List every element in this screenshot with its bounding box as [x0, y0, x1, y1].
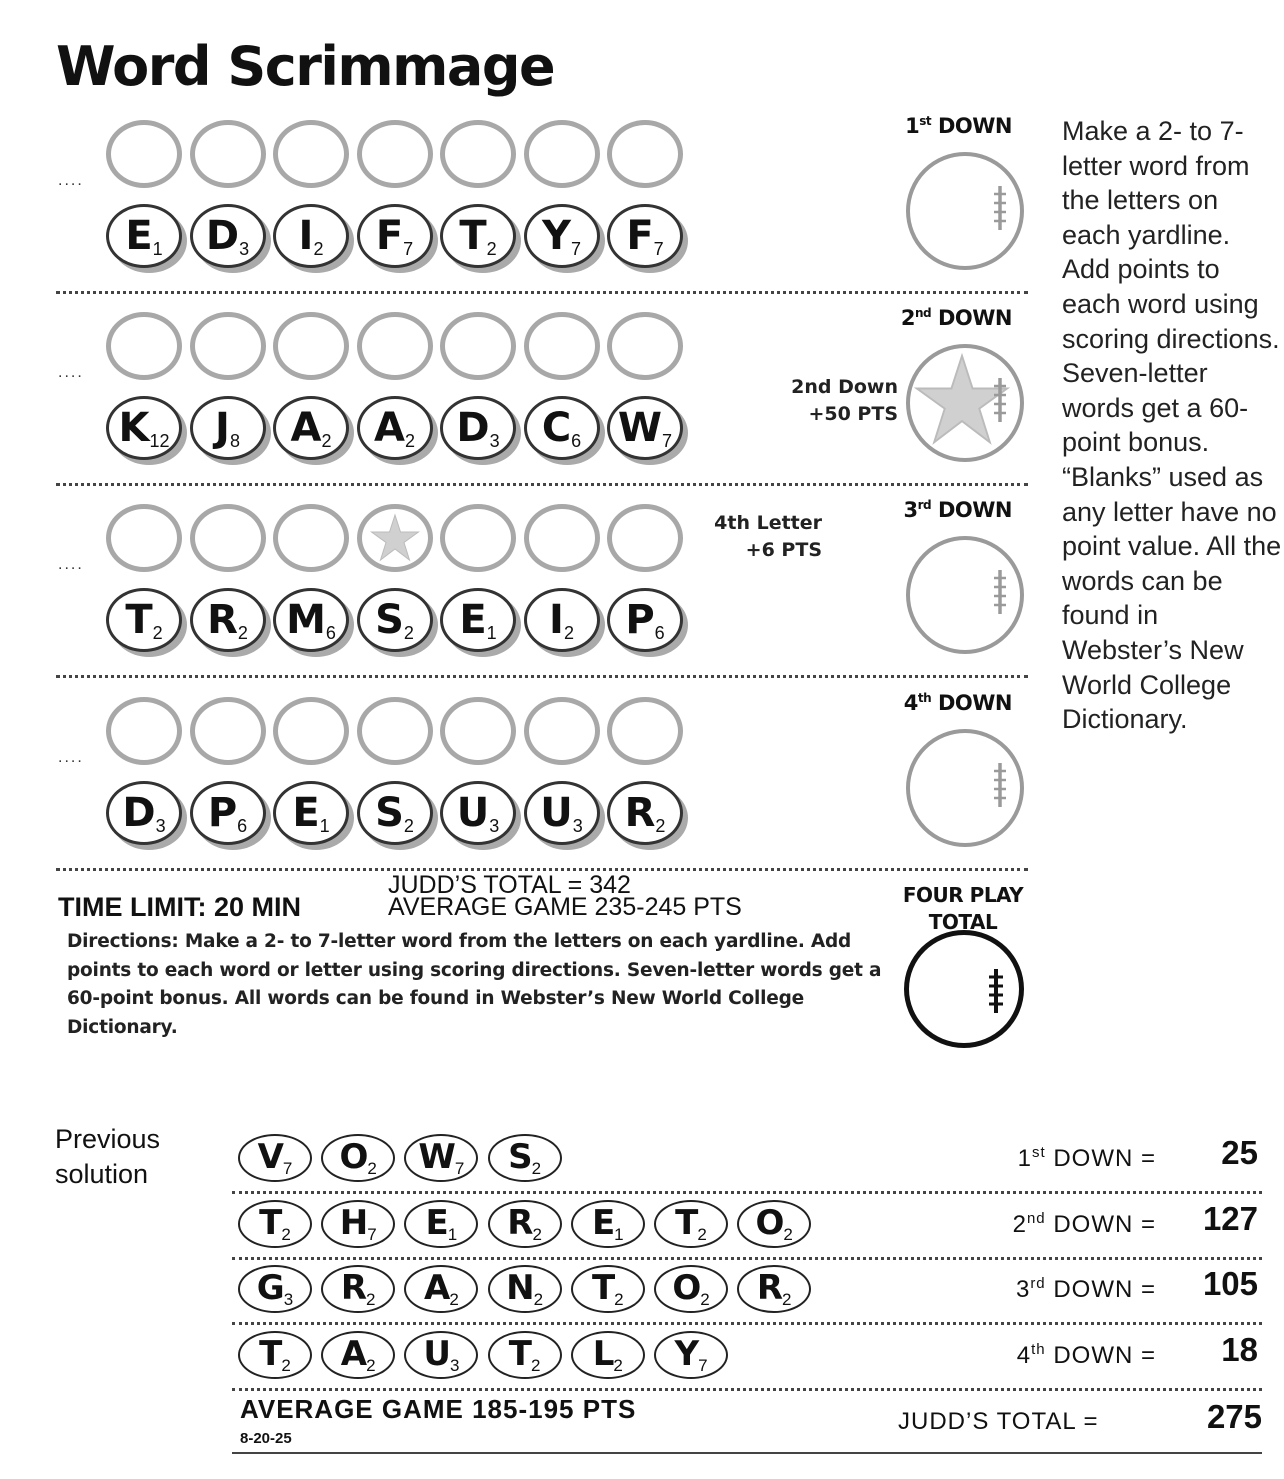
- tile-value: 1: [614, 1225, 624, 1244]
- tile-value: 2: [532, 1225, 542, 1244]
- tile-value: 6: [237, 816, 248, 836]
- solution-row-3: [232, 1259, 1262, 1325]
- solution-down-label: 2nd DOWN =: [1012, 1210, 1156, 1238]
- previous-judd-total-score: 275: [1206, 1398, 1262, 1435]
- tile-value: 2: [563, 623, 574, 643]
- solution-tile: [488, 1200, 562, 1248]
- tile-letter: I: [298, 213, 313, 259]
- down-label: 1st DOWN: [905, 114, 1012, 138]
- tile-letter: A: [340, 1334, 367, 1374]
- tile-value: 2: [449, 1290, 459, 1309]
- tile-value: 6: [325, 623, 336, 643]
- tile-value: 1: [319, 816, 330, 836]
- tile-letter: P: [207, 790, 237, 836]
- row-dots: ....: [58, 556, 84, 573]
- solution-down-label: 1st DOWN =: [1017, 1144, 1156, 1172]
- solution-tile: [571, 1200, 645, 1248]
- previous-average-game: AVERAGE GAME 185-195 PTS: [240, 1394, 637, 1424]
- letter-tile: [607, 396, 683, 460]
- four-play-line2: TOTAL: [928, 910, 998, 934]
- solution-divider: [232, 1388, 1262, 1391]
- tile-letter: Y: [674, 1334, 699, 1374]
- tile-letter: O: [339, 1137, 368, 1177]
- tile-value: 2: [697, 1225, 707, 1244]
- answer-blank[interactable]: [273, 697, 349, 765]
- letter-tile: [440, 204, 516, 268]
- page-title: Word Scrimmage: [56, 35, 555, 98]
- tile-value: 1: [447, 1225, 458, 1244]
- solution-score: 105: [1202, 1265, 1258, 1302]
- tile-value: 2: [321, 431, 332, 451]
- tile-letter: S: [508, 1137, 532, 1177]
- tile-letter: R: [507, 1203, 533, 1243]
- tile-value: 1: [486, 623, 497, 643]
- letter-tile: [607, 588, 683, 652]
- solution-down-label: 4th DOWN =: [1016, 1341, 1156, 1369]
- answer-blank[interactable]: [357, 504, 433, 572]
- letter-tile: [273, 204, 349, 268]
- tile-value: 2: [614, 1290, 624, 1309]
- letter-tile: [607, 781, 683, 845]
- four-play-line1: FOUR PLAY: [902, 883, 1024, 907]
- solution-tile: [571, 1265, 645, 1313]
- yardline-row-2: [56, 306, 1028, 486]
- bonus-line: 4th Letter: [714, 512, 822, 534]
- answer-blank[interactable]: [524, 120, 600, 188]
- bonus-note: [791, 374, 898, 428]
- tile-value: 2: [613, 1356, 623, 1375]
- tile-value: 7: [282, 1159, 293, 1178]
- answer-blank[interactable]: [440, 697, 516, 765]
- tile-letter: N: [506, 1268, 534, 1308]
- tile-value: 7: [653, 239, 664, 259]
- solution-row-4: [232, 1325, 1262, 1391]
- solution-tile: [404, 1331, 478, 1379]
- answer-blank[interactable]: [273, 504, 349, 572]
- tile-letter: E: [591, 1203, 615, 1243]
- football-lace-icon: [992, 761, 1008, 809]
- letter-tile: [106, 204, 182, 268]
- tile-value: 7: [454, 1159, 465, 1178]
- answer-blank[interactable]: [440, 312, 516, 380]
- down-score-input[interactable]: [906, 152, 1024, 270]
- side-instructions: Make a 2- to 7-letter word from the letters on each yardline. Add points to each word using scoring directions. Seven-letter words get a 60-point bonus. “Blanks” used as any letter have no point value. All the words can be found in Webster’s New World College Dictionary.: [1062, 116, 1282, 735]
- answer-blank[interactable]: [524, 504, 600, 572]
- tile-letter: T: [675, 1203, 698, 1243]
- letter-tile: [524, 588, 600, 652]
- tile-value: 2: [700, 1290, 710, 1309]
- tile-value: 2: [530, 1356, 541, 1375]
- football-lace-icon: [992, 184, 1008, 232]
- solution-tile: [404, 1134, 478, 1182]
- down-score-input[interactable]: [906, 344, 1024, 462]
- letter-tile: [273, 396, 349, 460]
- solution-row-2: [232, 1194, 1262, 1260]
- solution-tile: [654, 1265, 728, 1313]
- tile-value: 2: [403, 816, 414, 836]
- tile-value: 12: [149, 431, 170, 451]
- average-game: AVERAGE GAME 235-245 PTS: [388, 893, 742, 921]
- solution-tile: [737, 1265, 811, 1313]
- answer-blank[interactable]: [357, 312, 433, 380]
- row-dots: ....: [58, 172, 84, 189]
- tile-value: 2: [531, 1159, 542, 1178]
- solution-tile: [488, 1331, 562, 1379]
- solution-tile: [321, 1265, 395, 1313]
- tile-letter: E: [125, 213, 152, 259]
- answer-blank[interactable]: [190, 120, 266, 188]
- solution-tile: [321, 1200, 395, 1248]
- letter-tile: [440, 396, 516, 460]
- tile-value: 8: [229, 431, 240, 451]
- tile-letter: D: [122, 790, 155, 836]
- letter-tile: [190, 781, 266, 845]
- tile-letter: E: [292, 790, 319, 836]
- tile-value: 2: [655, 816, 666, 836]
- tile-value: 3: [489, 431, 500, 451]
- judd-total-block: [388, 871, 742, 921]
- letter-tile: [357, 396, 433, 460]
- bonus-star-icon: [370, 513, 420, 563]
- solution-tile: [238, 1200, 312, 1248]
- answer-blank[interactable]: [440, 504, 516, 572]
- tile-letter: L: [592, 1334, 614, 1374]
- tile-letter: U: [456, 790, 489, 836]
- time-limit: TIME LIMIT: 20 MIN: [58, 892, 301, 922]
- tile-letter: D: [456, 405, 489, 451]
- tile-value: 3: [155, 816, 166, 836]
- tile-letter: S: [375, 597, 403, 643]
- answer-blank[interactable]: [607, 312, 683, 380]
- solution-tile: [238, 1331, 312, 1379]
- tile-value: 3: [239, 239, 250, 259]
- solution-tile: [737, 1200, 811, 1248]
- solution-tile: [488, 1265, 562, 1313]
- tile-value: 2: [782, 1290, 792, 1309]
- answer-blank[interactable]: [190, 312, 266, 380]
- tile-letter: V: [257, 1137, 283, 1177]
- tile-value: 1: [152, 239, 163, 259]
- letter-tile: [524, 204, 600, 268]
- solution-tile: [488, 1134, 562, 1182]
- tile-letter: U: [540, 790, 572, 836]
- tile-letter: O: [672, 1268, 701, 1308]
- tile-letter: O: [755, 1203, 784, 1243]
- yardline-divider: [56, 675, 1028, 678]
- answer-blank[interactable]: [273, 312, 349, 380]
- down-label: 2nd DOWN: [900, 306, 1012, 330]
- previous-solution-label: [55, 1122, 160, 1192]
- answer-blank[interactable]: [357, 697, 433, 765]
- tile-value: 3: [449, 1356, 460, 1375]
- tile-letter: G: [256, 1268, 284, 1308]
- previous-judd-total-label: JUDD’S TOTAL =: [898, 1408, 1099, 1435]
- yardline-row-4: [56, 691, 1028, 871]
- letter-tile: [190, 396, 266, 460]
- tile-value: 2: [366, 1290, 376, 1309]
- letter-tile: [524, 396, 600, 460]
- previous-line2: solution: [55, 1159, 149, 1189]
- answer-blank[interactable]: [273, 120, 349, 188]
- solution-tile: [238, 1265, 312, 1313]
- solution-score: 25: [1221, 1134, 1258, 1171]
- tile-value: 3: [572, 816, 583, 836]
- yardline-row-3: [56, 498, 1028, 678]
- letter-tile: [357, 204, 433, 268]
- letter-tile: [106, 588, 182, 652]
- answer-blank[interactable]: [106, 697, 182, 765]
- tile-letter: A: [290, 405, 321, 451]
- answer-blank[interactable]: [524, 312, 600, 380]
- four-play-total-input[interactable]: [904, 930, 1024, 1048]
- previous-line1: Previous: [55, 1124, 161, 1154]
- tile-letter: I: [549, 597, 563, 643]
- letter-tile: [357, 588, 433, 652]
- tile-value: 2: [281, 1225, 291, 1244]
- solution-score: 18: [1221, 1331, 1258, 1368]
- letter-tile: [357, 781, 433, 845]
- tile-letter: R: [207, 597, 237, 643]
- tile-letter: D: [205, 213, 239, 259]
- football-lace-icon: [992, 376, 1008, 424]
- bonus-note: [714, 510, 822, 564]
- answer-blank[interactable]: [607, 120, 683, 188]
- tile-value: 7: [662, 431, 673, 451]
- answer-blank[interactable]: [524, 697, 600, 765]
- tile-letter: R: [624, 790, 655, 836]
- tile-value: 3: [489, 816, 500, 836]
- solution-down-label: 3rd DOWN =: [1015, 1275, 1156, 1303]
- solution-tile: [571, 1331, 645, 1379]
- tile-letter: J: [215, 405, 229, 451]
- letter-tile: [106, 781, 182, 845]
- letter-tile: [440, 781, 516, 845]
- tile-letter: W: [418, 1137, 455, 1177]
- letter-tile: [524, 781, 600, 845]
- letter-tile: [607, 204, 683, 268]
- solution-tile: [404, 1265, 478, 1313]
- tile-value: 6: [654, 623, 665, 643]
- answer-blank[interactable]: [357, 120, 433, 188]
- down-label: 3rd DOWN: [903, 498, 1012, 522]
- tile-letter: T: [459, 213, 486, 259]
- tile-value: 6: [571, 431, 582, 451]
- tile-value: 2: [367, 1159, 377, 1178]
- answer-blank[interactable]: [106, 120, 182, 188]
- tile-value: 3: [283, 1290, 294, 1309]
- solution-tile: [321, 1134, 395, 1182]
- tile-value: 2: [152, 623, 163, 643]
- tile-letter: T: [125, 597, 152, 643]
- yardline-divider: [56, 291, 1028, 294]
- tile-letter: A: [423, 1268, 450, 1308]
- tile-value: 7: [367, 1225, 377, 1244]
- tile-letter: H: [339, 1203, 368, 1243]
- answer-blank[interactable]: [607, 504, 683, 572]
- answer-blank[interactable]: [440, 120, 516, 188]
- solution-tile: [654, 1331, 728, 1379]
- tile-letter: W: [617, 405, 662, 451]
- answer-blank[interactable]: [106, 312, 182, 380]
- tile-letter: S: [375, 790, 403, 836]
- tile-letter: Y: [542, 213, 570, 259]
- tile-letter: E: [425, 1203, 448, 1243]
- down-score-input[interactable]: [906, 729, 1024, 847]
- tile-letter: M: [286, 597, 325, 643]
- row-dots: ....: [58, 364, 84, 381]
- tile-letter: K: [118, 405, 149, 451]
- divider: [232, 1452, 1262, 1454]
- down-label: 4th DOWN: [903, 691, 1012, 715]
- solution-tile: [654, 1200, 728, 1248]
- letter-tile: [273, 781, 349, 845]
- tile-letter: T: [259, 1334, 282, 1374]
- letter-tile: [190, 204, 266, 268]
- letter-tile: [440, 588, 516, 652]
- answer-blank[interactable]: [190, 504, 266, 572]
- tile-letter: U: [423, 1334, 450, 1374]
- down-score-input[interactable]: [906, 536, 1024, 654]
- answer-blank[interactable]: [607, 697, 683, 765]
- solution-score: 127: [1202, 1200, 1258, 1237]
- tile-value: 7: [403, 239, 414, 259]
- letter-tile: [190, 588, 266, 652]
- bonus-line: +6 PTS: [745, 539, 822, 561]
- tile-letter: T: [508, 1334, 531, 1374]
- yardline-row-1: [56, 114, 1028, 294]
- tile-value: 2: [313, 239, 324, 259]
- judd-total: JUDD’S TOTAL = 342: [388, 871, 631, 899]
- tile-value: 7: [570, 239, 581, 259]
- solution-row-1: [232, 1128, 1262, 1194]
- tile-value: 2: [404, 431, 415, 451]
- solution-tile: [321, 1331, 395, 1379]
- tile-letter: F: [375, 213, 403, 259]
- row-dots: ....: [58, 749, 84, 766]
- football-lace-icon: [992, 568, 1008, 616]
- tile-value: 2: [237, 623, 248, 643]
- yardline-divider: [56, 483, 1028, 486]
- tile-value: 7: [698, 1356, 708, 1375]
- tile-value: 2: [486, 239, 497, 259]
- directions-text: Directions: Make a 2- to 7-letter word from the letters on each yardline. Add points to each word or letter using scoring directions. Seven-letter words get a 60-point bonus. All words can be found in Webster’s New World College Dictionary.: [67, 931, 882, 1038]
- tile-value: 2: [281, 1356, 291, 1375]
- tile-letter: C: [541, 405, 571, 451]
- previous-date: 8-20-25: [240, 1430, 292, 1447]
- bonus-line: 2nd Down: [791, 376, 898, 398]
- letter-tile: [106, 396, 182, 460]
- football-lace-icon: [987, 967, 1005, 1015]
- tile-value: 2: [403, 623, 414, 643]
- tile-value: 2: [366, 1356, 376, 1375]
- answer-blank[interactable]: [106, 504, 182, 572]
- tile-value: 2: [533, 1290, 544, 1309]
- bonus-line: +50 PTS: [808, 403, 898, 425]
- four-play-total-label: [898, 882, 1028, 936]
- tile-letter: T: [259, 1203, 282, 1243]
- tile-letter: E: [459, 597, 486, 643]
- tile-letter: A: [374, 405, 404, 451]
- tile-letter: T: [591, 1268, 615, 1308]
- tile-letter: R: [340, 1268, 367, 1308]
- letter-tile: [273, 588, 349, 652]
- tile-letter: F: [626, 213, 653, 259]
- tile-letter: R: [756, 1268, 783, 1308]
- answer-blank[interactable]: [190, 697, 266, 765]
- tile-value: 2: [783, 1225, 793, 1244]
- solution-tile: [404, 1200, 478, 1248]
- tile-letter: P: [625, 597, 654, 643]
- solution-tile: [238, 1134, 312, 1182]
